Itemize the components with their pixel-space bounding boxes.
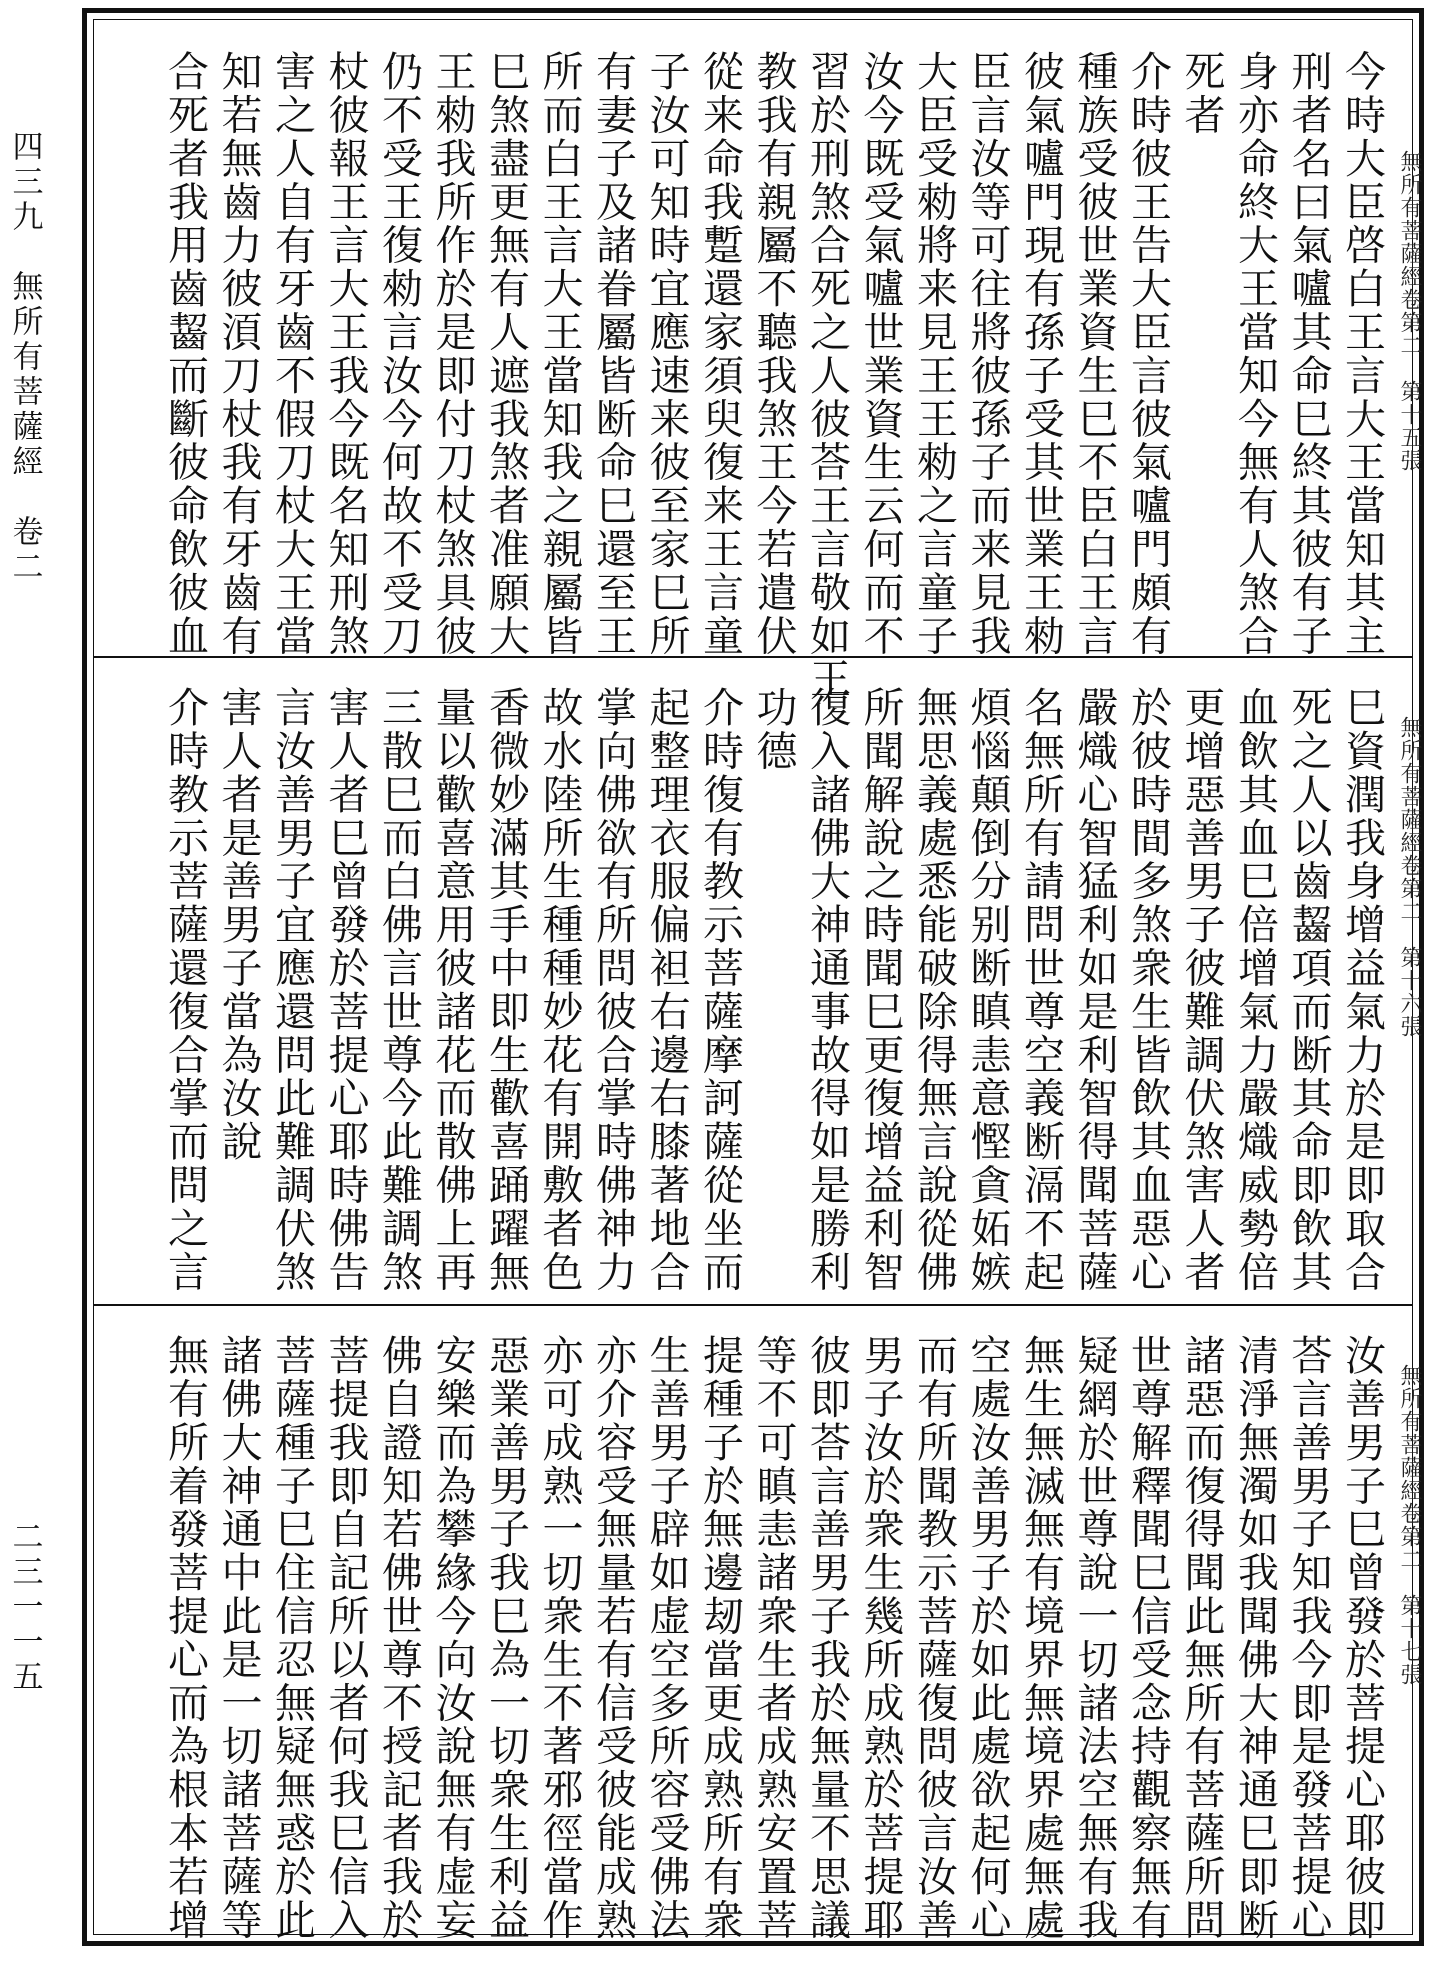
text-frame-inner — [93, 19, 1422, 1942]
text-column: 杖彼報王言大王我今既名知刑煞 — [321, 50, 370, 658]
text-columns — [161, 50, 1386, 701]
text-column: 諸佛大神通中此是一切諸菩薩等 — [214, 1334, 263, 1942]
text-column: 亦介容受無量若有信受彼能成熟 — [589, 1334, 637, 1942]
text-column: 煩惱顛倒分别断瞋恚意慳貪妬嫉 — [963, 686, 1012, 1294]
text-column: 亦可成熟一切衆生不著邪徑當作 — [535, 1334, 584, 1942]
text-column: 三散巳而白佛言世尊今此難調煞 — [375, 686, 423, 1294]
text-column: 合死者我用齒齧而斷彼命飲彼血 — [161, 50, 209, 658]
text-column: 安樂而為攀緣今向汝說無有虚妄 — [428, 1334, 477, 1942]
text-column: 習於刑煞合死之人彼荅王言敬如王 — [803, 50, 851, 701]
text-column: 有妻子及諸眷屬皆断命巳還至王 — [589, 50, 637, 658]
text-column: 仍不受王復勑言汝今何故不受刀 — [375, 50, 423, 658]
text-column: 空處汝善男子於如此處欲起何心 — [963, 1334, 1012, 1942]
text-column: 香微妙滿其手中即生歡喜踊躍無 — [482, 686, 530, 1294]
text-column: 汝善男子巳曾發於菩提心耶彼即 — [1338, 1334, 1386, 1942]
text-column: 更增惡善男子彼難調伏煞害人者 — [1177, 686, 1226, 1294]
text-column: 介時教示菩薩還復合掌而問之言 — [161, 686, 209, 1294]
text-column: 教我有親屬不聽我煞王今若遣伏 — [749, 50, 798, 658]
text-column: 無思義處悉能破除得無言說從佛 — [910, 686, 958, 1294]
text-column: 介時復有教示菩薩摩訶薩從坐而 — [696, 686, 744, 1294]
text-column: 死者 — [1177, 50, 1226, 137]
text-column: 害人者是善男子當為汝說 — [214, 686, 263, 1164]
text-column: 所聞解說之時聞巳更復增益利智 — [856, 686, 905, 1294]
text-column: 提種子於無邊刼當更成熟所有衆 — [696, 1334, 744, 1942]
register-side-note: 無所有菩薩經卷第二 第十七張 — [1397, 1364, 1422, 1686]
text-column: 巳煞盡更無有人遮我煞者准願大 — [482, 50, 530, 658]
register-side-note: 無所有菩薩經卷第二 第十六張 — [1397, 716, 1422, 1038]
text-column: 疑網於世尊說一切諸法空無有我 — [1070, 1334, 1119, 1942]
text-column: 害人者巳曾發於菩提心耶時佛告 — [321, 686, 370, 1294]
text-column: 無生無滅無有境界無境界處無處 — [1017, 1334, 1065, 1942]
text-column: 起整理衣服偏袒右邊右膝著地合 — [642, 686, 691, 1294]
page-number: 二三一一五 — [6, 1520, 43, 1695]
text-column: 子汝可知時宜應速来彼至家巳所 — [642, 50, 691, 658]
text-column: 血飲其血巳倍增氣力嚴熾威勢倍 — [1231, 686, 1279, 1294]
text-column: 知若無齒力彼湏刀杖我有牙齒有 — [214, 50, 263, 658]
register-top — [94, 20, 1422, 701]
text-column: 量以歡喜意用彼諸花而散佛上再 — [428, 686, 477, 1294]
text-column: 種族受彼世業資生巳不臣白王言 — [1070, 50, 1119, 658]
text-column: 佛自證知若佛世尊不授記者我於 — [375, 1334, 423, 1942]
text-column: 從来命我蹔還家須臾復来王言童 — [696, 50, 744, 658]
text-column: 惡業善男子我巳為一切衆生利益 — [482, 1334, 530, 1942]
text-column: 巳資潤我身增益氣力於是即取合 — [1338, 686, 1386, 1294]
text-column: 今時大臣啓白王言大王當知其主 — [1338, 50, 1386, 658]
text-column: 大臣受勑將来見王王勑之言童子 — [910, 50, 958, 658]
text-column: 王勑我所作於是即付刀杖煞具彼 — [428, 50, 477, 658]
text-column: 彼氣嚧門現有孫子受其世業王勑 — [1017, 50, 1065, 658]
text-column: 而有所聞教示菩薩復問彼言汝善 — [910, 1334, 958, 1942]
text-column: 清淨無濁如我聞佛大神通巳即断 — [1231, 1334, 1279, 1942]
text-column: 臣言汝等可往將彼孫子而来見我 — [963, 50, 1012, 658]
register-middle — [94, 656, 1422, 1306]
text-column: 於彼時間多煞衆生皆飲其血惡心 — [1124, 686, 1172, 1294]
text-column: 菩薩種子巳住信忍無疑無惑於此 — [268, 1334, 316, 1942]
text-column: 名無所有請問世尊空義断滆不起 — [1017, 686, 1065, 1294]
text-frame — [82, 8, 1424, 1946]
text-column: 刑者名曰氣嚧其命巳終其彼有子 — [1284, 50, 1333, 658]
text-column: 世尊解釋聞巳信受念持觀察無有 — [1124, 1334, 1172, 1942]
text-column: 汝今既受氣嚧世業資生云何而不 — [856, 50, 905, 658]
register-side-note: 無所有菩薩經卷第二 第十五張 — [1397, 150, 1422, 472]
text-column: 復入諸佛大神通事故得如是勝利 — [803, 686, 851, 1294]
text-column: 所而白王言大王當知我之親屬皆 — [535, 50, 584, 658]
text-column: 諸惡而復得聞此無所有菩薩所問 — [1177, 1334, 1226, 1942]
volume-label: 四三九 無所有菩薩經 卷二 — [6, 130, 43, 585]
register-bottom — [94, 1304, 1422, 1942]
text-column: 故水陸所生種種妙花有開敷者色 — [535, 686, 584, 1294]
text-column: 嚴熾心智猛利如是利智得聞菩薩 — [1070, 686, 1119, 1294]
text-column: 菩提我即自記所以者何我巳信入 — [321, 1334, 370, 1942]
text-column: 言汝善男子宜應還問此難調伏煞 — [268, 686, 316, 1294]
text-column: 彼即荅言善男子我於無量不思議 — [803, 1334, 851, 1942]
page-margin — [2, 130, 46, 1890]
text-column: 死之人以齒齧項而断其命即飲其 — [1284, 686, 1333, 1294]
text-columns — [161, 686, 1386, 1294]
text-column: 功德 — [749, 686, 798, 773]
text-column: 身亦命終大王當知今無有人煞合 — [1231, 50, 1279, 658]
text-column: 生善男子辟如虚空多所容受佛法 — [642, 1334, 691, 1942]
text-column: 害之人自有牙齒不假刀杖大王當 — [268, 50, 316, 658]
text-column: 荅言善男子知我今即是發菩提心 — [1284, 1334, 1333, 1942]
text-column: 男子汝於衆生幾所成熟於菩提耶 — [856, 1334, 905, 1942]
text-column: 無有所着發菩提心而為根本若增 — [161, 1334, 209, 1942]
text-column: 介時彼王告大臣言彼氣嚧門頗有 — [1124, 50, 1172, 658]
text-column: 掌向佛欲有所問彼合掌時佛神力 — [589, 686, 637, 1294]
text-columns — [161, 1334, 1386, 1942]
text-column: 等不可瞋恚諸衆生者成熟安置菩 — [749, 1334, 798, 1942]
